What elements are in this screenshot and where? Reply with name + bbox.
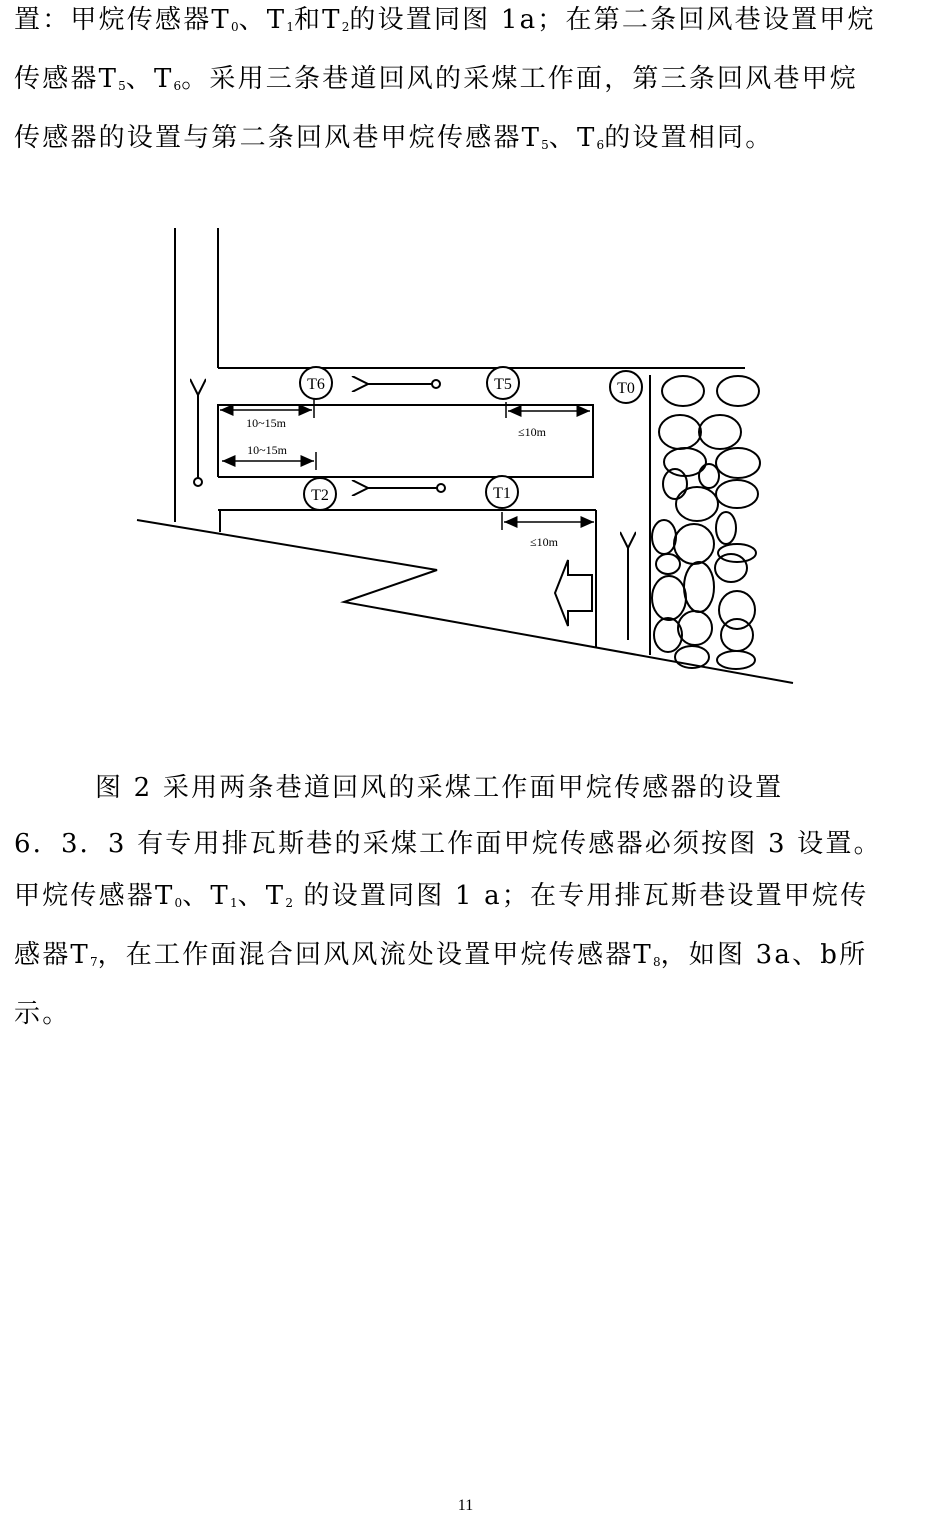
- sensor-layout-diagram: [0, 200, 931, 720]
- ground-line: [137, 520, 793, 683]
- section-line-4: 示。: [14, 999, 71, 1029]
- section-line-2: 甲烷传感器$T_0$、$T_1$、$T_2$ 的设置同图 1 a；在专用排瓦斯巷设置甲烷传: [14, 881, 869, 911]
- intro-line-2: 传感器$T_5$、$T_6$。采用三条巷道回风的采煤工作面，第三条回风巷甲烷: [14, 64, 858, 94]
- goaf-stones: [652, 376, 760, 669]
- section-line-1: 6．3．3 有专用排瓦斯巷的采煤工作面甲烷传感器必须按图 3 设置。: [14, 829, 882, 859]
- dim-t2: 10~15m: [247, 443, 287, 457]
- section-paragraph: [14, 818, 914, 1040]
- label-t1: T1: [493, 485, 511, 502]
- dim-t1: ≤10m: [530, 535, 558, 549]
- label-t6: T6: [307, 376, 325, 393]
- label-t0: T0: [617, 380, 635, 397]
- dim-t5: ≤10m: [518, 425, 546, 439]
- intro-line-1: 置：甲烷传感器$T_0$、$T_1$和$T_2$的设置同图 1a；在第二条回风巷设置甲烷: [14, 5, 876, 35]
- intro-line-3: 传感器的设置与第二条回风巷甲烷传感器$T_5$、$T_6$的设置相同。: [14, 123, 774, 153]
- section-line-3: 感器$T_7$，在工作面混合回风风流处设置甲烷传感器$T_8$，如图 3a、b所: [14, 940, 868, 970]
- dim-t6: 10~15m: [246, 416, 286, 430]
- page-number: 11: [457, 1497, 474, 1514]
- intro-paragraph: [14, 0, 914, 171]
- label-t2: T2: [311, 487, 329, 504]
- label-t5: T5: [494, 376, 512, 393]
- figure-caption: 图 2 采用两条巷道回风的采煤工作面甲烷传感器的设置: [95, 773, 784, 803]
